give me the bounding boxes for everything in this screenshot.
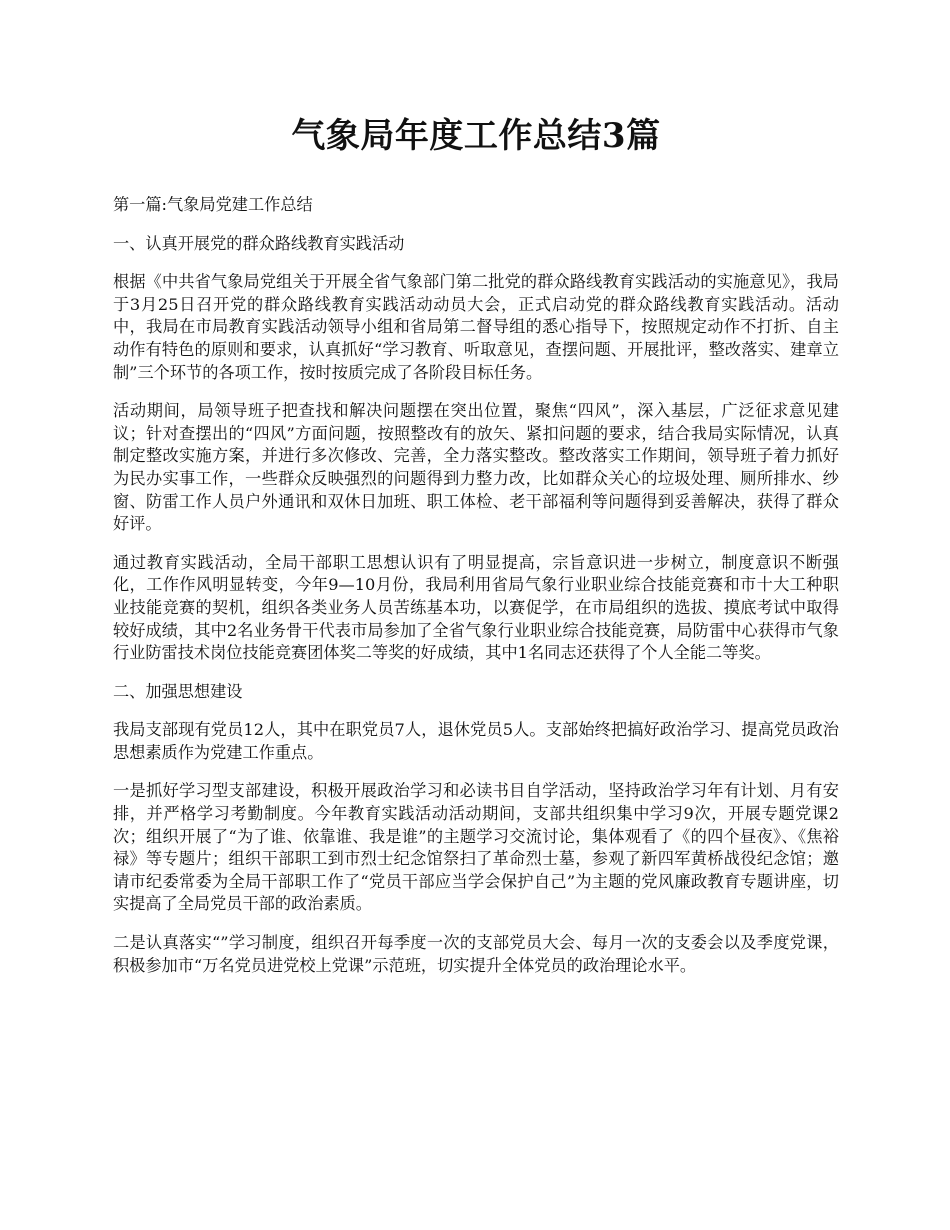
document-title: 气象局年度工作总结3篇 — [291, 116, 661, 156]
section-heading-1: 一、认真开展党的群众路线教育实践活动 — [113, 233, 405, 253]
document-page — [113, 112, 839, 993]
paragraph: 我局支部现有党员12人，其中在职党员7人，退休党员5人。支部始终把搞好政治学习、提高党员政治思想素质作为党建工作重点。 — [113, 720, 839, 762]
part-title: 第一篇:气象局党建工作总结 — [113, 195, 313, 214]
paragraph: 活动期间，局领导班子把查找和解决问题摆在突出位置，聚焦“四风”，深入基层，广泛征求意见建议；针对查摆出的“四风”方面问题，按照整改有的放矢、紧扣问题的要求，结合我局实际情况，认真制定整改实施方案，并进行多次修改、完善，全力落实整改。整改落实工作期间，领导班子着力抓好为民办实事工作，一些群众反映强烈的问题得到力整力改，比如群众关心的垃圾处理、厕所排水、纱窗、防雷工作人员户外通讯和双休日加班、职工体检、老干部福利等问题得到妥善解决，获得了群众好评。 — [113, 401, 839, 534]
section-heading-2: 二、加强思想建设 — [113, 681, 243, 701]
paragraph: 通过教育实践活动，全局干部职工思想认识有了明显提高，宗旨意识进一步树立，制度意识不断强化，工作作风明显转变，今年9—10月份，我局利用省局气象行业职业综合技能竞赛和市十大工种职业技能竞赛的契机，组织各类业务人员苦练基本功，以赛促学，在市局组织的选拔、摸底考试中取得较好成绩，其中2名业务骨干代表市局参加了全省气象行业职业综合技能竞赛，局防雷中心获得市气象行业防雷技术岗位技能竞赛团体奖二等奖的好成绩，其中1名同志还获得了个人全能二等奖。 — [113, 552, 839, 663]
paragraph: 二是认真落实“”学习制度，组织召开每季度一次的支部党员大会、每月一次的支委会以及季度党课，积极参加市“万名党员进党校上党课”示范班，切实提升全体党员的政治理论水平。 — [113, 933, 839, 975]
paragraph: 一是抓好学习型支部建设，积极开展政治学习和必读书目自学活动，坚持政治学习年有计划、月有安排，并严格学习考勤制度。今年教育实践活动活动期间，支部共组织集中学习9次，开展专题党课2次；组织开展了“为了谁、依靠谁、我是谁”的主题学习交流讨论，集体观看了《的四个昼夜》、《焦裕禄》等专题片；组织干部职工到市烈士纪念馆祭扫了革命烈士墓，参观了新四军黄桥战役纪念馆；邀请市纪委常委为全局干部职工作了“党员干部应当学会保护自己”为主题的党风廉政教育专题讲座，切实提高了全局党员干部的政治素质。 — [113, 781, 839, 914]
paragraph: 根据《中共省气象局党组关于开展全省气象部门第二批党的群众路线教育实践活动的实施意见》，我局于3月25日召开党的群众路线教育实践活动动员大会，正式启动党的群众路线教育实践活动。活动中，我局在市局教育实践活动领导小组和省局第二督导组的悉心指导下，按照规定动作不打折、自主动作有特色的原则和要求，认真抓好“学习教育、听取意见，查摆问题、开展批评，整改落实、建章立制”三个环节的各项工作，按时按质完成了各阶段目标任务。 — [113, 272, 839, 382]
